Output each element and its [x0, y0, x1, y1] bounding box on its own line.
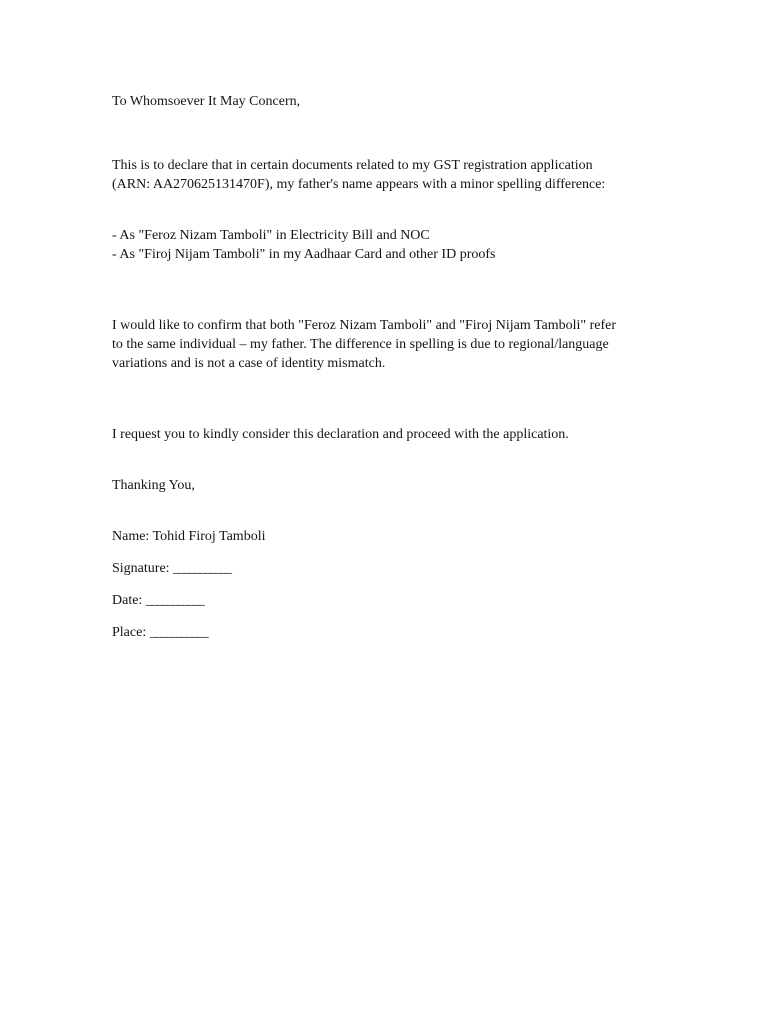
signature-blank: ___________ [173, 561, 231, 576]
date-blank: ___________ [145, 593, 204, 608]
name-variant-1: - As "Feroz Nizam Tamboli" in Electricity Bill and NOC [112, 228, 430, 243]
confirmation-line-2: to the same individual – my father. The difference in spelling is due to regional/language [112, 337, 609, 352]
signature-label: Signature: [112, 561, 170, 576]
name-value: Tohid Firoj Tamboli [152, 529, 266, 544]
request-paragraph: I request you to kindly consider this declaration and proceed with the application. [112, 427, 569, 442]
place-blank: ___________ [149, 625, 207, 640]
name-label: Name: [112, 529, 150, 544]
closing: Thanking You, [112, 478, 195, 493]
confirmation-line-1: I would like to confirm that both "Feroz Nizam Tamboli" and "Firoj Nijam Tamboli" refer [112, 318, 617, 333]
name-field [112, 527, 265, 546]
signature-field [112, 559, 230, 578]
place-label: Place: [112, 625, 147, 640]
confirmation-line-3: variations and is not a case of identity mismatch. [112, 356, 386, 371]
salutation: To Whomsoever It May Concern, [112, 94, 301, 109]
date-field [112, 591, 203, 610]
declaration-line-2: (ARN: AA270625131470F), my father's name appears with a minor spelling difference: [112, 177, 606, 192]
name-variant-2: - As "Firoj Nijam Tamboli" in my Aadhaar Card and other ID proofs [112, 247, 496, 262]
declaration-line-1: This is to declare that in certain documents related to my GST registration application [112, 158, 593, 173]
place-field [112, 623, 207, 642]
date-label: Date: [112, 593, 143, 608]
